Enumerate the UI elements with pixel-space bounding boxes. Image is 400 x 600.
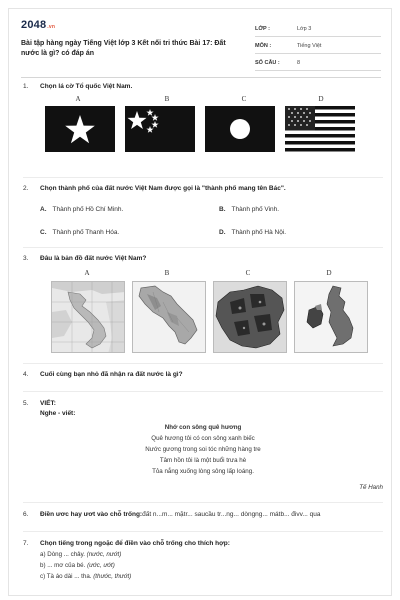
meta-value: Tiếng Việt (297, 43, 322, 49)
question-number: 4. (23, 371, 29, 378)
divider (23, 531, 383, 532)
meta-value: 8 (297, 60, 301, 66)
poem-title: Nhớ con sông quê hương (164, 424, 242, 431)
meta-label: LỚP : (255, 26, 270, 32)
poem-line: Tỏa nắng xuống lòng sông lấp loáng. (152, 468, 254, 475)
option-c[interactable] (40, 229, 119, 236)
worksheet-title: Bài tập hàng ngày Tiếng Việt lớp 3 Kết nối tri thức Bài 17: Đất nước là gì? có đáp án (21, 40, 226, 57)
question-7 (23, 540, 383, 594)
option-letter: A (75, 95, 81, 103)
question-number: 3. (23, 255, 29, 262)
question-text (40, 511, 385, 518)
option-text: Thành phố Hồ Chí Minh. (52, 206, 124, 213)
divider (23, 502, 383, 503)
question-number: 6. (23, 511, 29, 518)
poem-line: Nước gương trong soi tóc những hàng tre (145, 446, 261, 453)
question-number: 2. (23, 185, 29, 192)
meta-label: MÔN : (255, 43, 272, 49)
worksheet-page (8, 8, 392, 596)
divider (23, 177, 383, 178)
question-text: Cuối cùng bạn nhỏ đã nhận ra đất nước là gì? (40, 371, 183, 378)
option-letter: C. (40, 229, 47, 236)
meta-subject (255, 40, 381, 54)
question-number: 1. (23, 83, 29, 90)
meta-value: Lớp 3 (297, 26, 312, 32)
meta-grade (255, 23, 381, 37)
option-letter: D (326, 269, 332, 277)
stripes-flag[interactable] (285, 106, 355, 152)
fill-item (40, 562, 115, 569)
option-letter: C (241, 95, 247, 103)
meta-label: SỐ CÂU : (255, 60, 280, 66)
divider (23, 363, 383, 364)
option-letter: B (164, 269, 170, 277)
laos-map[interactable] (132, 281, 206, 353)
option-b[interactable] (219, 206, 279, 213)
worksheet-meta (255, 23, 381, 74)
question-instruction: Điền ươc hay ươt vào chỗ trống: (40, 511, 143, 518)
fill-item-text: c) Tà áo dài ... tha. (40, 573, 92, 580)
divider (23, 391, 383, 392)
question-text: Chọn tiếng trong ngoặc để điền vào chỗ trống cho thích hợp: (40, 540, 230, 547)
option-a[interactable] (40, 206, 123, 213)
fill-item-hint: (thước, thướt) (93, 573, 132, 580)
poem-line: Tâm hồn tôi là một buổi trưa hè (159, 457, 247, 464)
question-text: Chọn lá cờ Tổ quốc Việt Nam. (40, 83, 133, 90)
option-letter: A. (40, 206, 47, 213)
fill-item (40, 551, 121, 558)
poem-author: Tế Hanh (359, 484, 383, 491)
question-number: 5. (23, 400, 29, 407)
option-text: Thành phố Vinh. (231, 206, 280, 213)
question-subtitle: Nghe - viết: (40, 410, 76, 417)
question-1 (23, 83, 383, 179)
option-letter: A (84, 269, 90, 277)
option-d[interactable] (219, 229, 286, 236)
question-text: VIẾT: (40, 400, 56, 407)
divider (23, 247, 383, 248)
question-5 (23, 400, 383, 506)
fill-item-text: a) Dòng ... chảy. (40, 551, 85, 558)
question-number: 7. (23, 540, 29, 547)
option-letter: C (245, 269, 251, 277)
site-logo[interactable]: 2048.vn (21, 19, 56, 31)
vietnam-map[interactable] (51, 281, 125, 353)
question-4 (23, 371, 383, 393)
option-text: Thành phố Thanh Hóa. (52, 229, 120, 236)
header-divider (21, 77, 381, 78)
fill-item-text: b) ... mơ của bé. (40, 562, 86, 569)
uk-map[interactable] (294, 281, 368, 353)
question-text: Chọn thành phố của đất nước Việt Nam được gọi là "thành phố mang tên Bác". (40, 185, 286, 192)
fill-item-hint: (nước, nướt) (86, 551, 122, 558)
option-letter: B. (219, 206, 226, 213)
option-letter: D (318, 95, 324, 103)
option-letter: B (164, 95, 170, 103)
fill-item-hint: (ước, ướt) (87, 562, 115, 569)
question-6 (23, 511, 383, 535)
worksheet-header (21, 19, 381, 71)
circle-flag[interactable] (205, 106, 275, 152)
option-text: Thành phố Hà Nội. (231, 229, 287, 236)
question-text: Đâu là bản đồ đất nước Việt Nam? (40, 255, 147, 262)
star-flag[interactable] (45, 106, 115, 152)
china-map[interactable] (213, 281, 287, 353)
fill-item (40, 573, 131, 580)
meta-question-count (255, 57, 381, 71)
question-3 (23, 255, 383, 365)
option-letter: D. (219, 229, 226, 236)
fill-in-text: đất n...m... mặtr... saucầu tr...ng... dòngng... mátb... đivv... qua (142, 511, 321, 518)
five-stars-flag[interactable] (125, 106, 195, 152)
poem-line: Quê hương tôi có con sông xanh biếc (151, 435, 255, 442)
question-2 (23, 185, 383, 249)
